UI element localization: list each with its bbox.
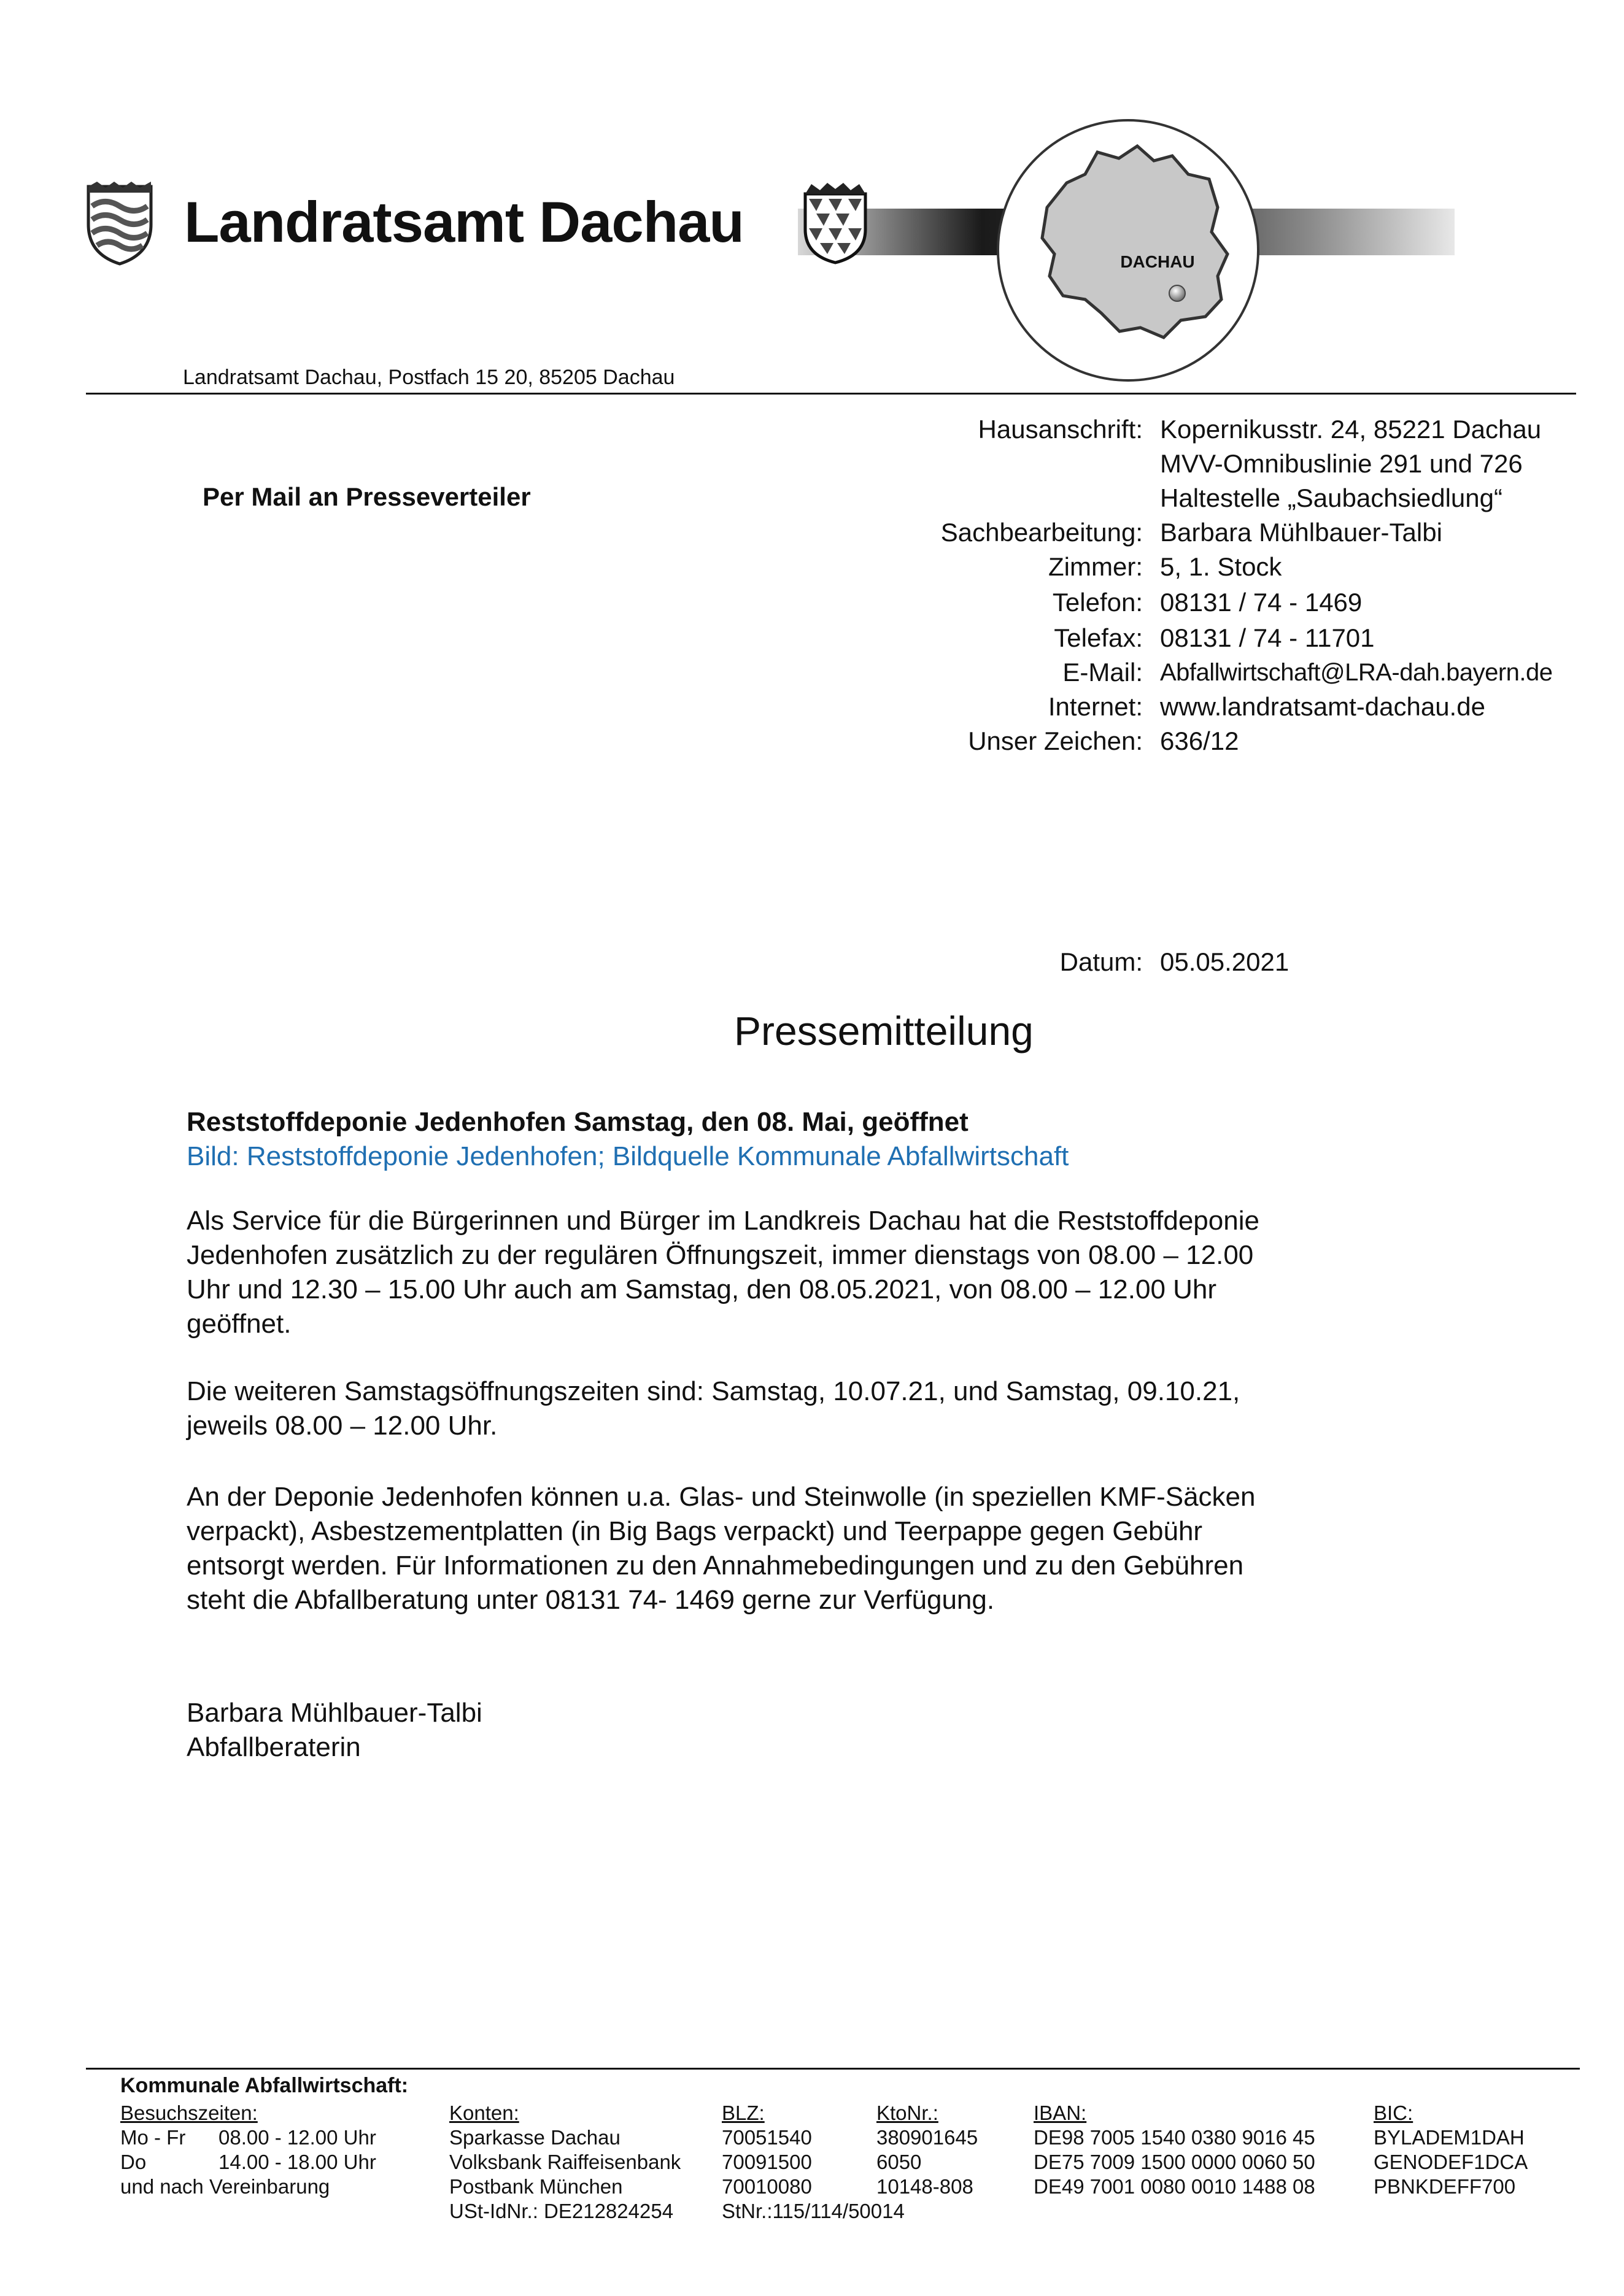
footer-hours-row [120,2125,376,2150]
footer-iban [1034,2101,1315,2199]
footer-kto-value: 380901645 [876,2126,978,2149]
contact-label-room: Zimmer: [1048,552,1143,581]
body-paragraph-2 [187,1374,1414,1443]
footer-visiting-hours [120,2101,376,2199]
footer-bank: Sparkasse Dachau [449,2126,621,2149]
contact-label-internet: Internet: [1048,692,1143,721]
footer-bank: Volksbank Raiffeisenbank [449,2151,681,2173]
footer-iban-value: DE49 7001 0080 0010 1488 08 [1034,2175,1315,2198]
contact-fax: 08131 / 74 - 11701 [1160,623,1375,652]
body-line: entsorgt werden. Für Informationen zu den Annahmebedingungen und zu den Gebühren [187,1551,1244,1581]
body-line: Uhr und 12.30 – 15.00 Uhr auch am Samstag, den 08.05.2021, von 08.00 – 12.00 Uhr [187,1274,1217,1304]
body-line: Jedenhofen zusätzlich zu der regulären Öffnungszeit, immer dienstags von 08.00 – 12.00 [187,1240,1254,1270]
footer-blz-value: 70010080 [722,2175,812,2198]
recipient-line: Per Mail an Presseverteiler [203,482,531,511]
footer-hours-note: und nach Vereinbarung [120,2175,330,2198]
footer-ust-id: USt-IdNr.: DE212824254 [449,2200,674,2222]
footer-account-numbers [876,2101,978,2199]
footer-bic [1374,2101,1528,2199]
body-line: geöffnet. [187,1309,292,1339]
body-paragraph-3 [187,1480,1414,1617]
contact-website-link[interactable]: www.landratsamt-dachau.de [1160,692,1485,721]
footer-hours-row [120,2150,376,2175]
signature-name: Barbara Mühlbauer-Talbi [187,1698,482,1728]
signature-role: Abfallberaterin [187,1732,361,1762]
contact-label-phone: Telefon: [1052,588,1143,617]
date-label [859,945,1143,979]
page-title: Pressemitteilung [734,1008,1034,1054]
contact-label-reference: Unser Zeichen: [968,726,1143,755]
contact-room: 5, 1. Stock [1160,552,1282,581]
contact-labels [859,412,1143,780]
image-caption: Bild: Reststoffdeponie Jedenhofen; Bildquelle Kommunale Abfallwirtschaft [187,1141,1069,1171]
footer-accounts [449,2101,681,2224]
footer-bank: Postbank München [449,2175,623,2198]
footer-hours-header: Besuchszeiten: [120,2101,258,2124]
footer-blz-header: BLZ: [722,2101,765,2124]
contact-bus-lines: MVV-Omnibuslinie 291 und 726 [1160,449,1523,478]
press-subject: Reststoffdeponie Jedenhofen Samstag, den 08. Mai, geöffnet [187,1107,969,1137]
footer-hours-day: Mo - Fr [120,2126,186,2149]
footer-bic-value: PBNKDEFF700 [1374,2175,1516,2198]
footer-heading: Kommunale Abfallwirtschaft: [120,2074,409,2097]
footer-accounts-header: Konten: [449,2101,519,2124]
body-line: jeweils 08.00 – 12.00 Uhr. [187,1411,498,1441]
footer-hours-day: Do [120,2151,147,2173]
footer-blz-value: 70091500 [722,2151,812,2173]
agency-name: Landratsamt Dachau [184,190,744,254]
date-value: 05.05.2021 [1160,947,1290,976]
body-line: An der Deponie Jedenhofen können u.a. Glas- und Steinwolle (in speziellen KMF-Säcken [187,1482,1256,1512]
contact-label-fax: Telefax: [1054,623,1143,652]
footer-kto-header: KtoNr.: [876,2101,938,2124]
date-label-text: Datum: [1059,947,1143,976]
contact-address-street: Kopernikusstr. 24, 85221 Dachau [1160,415,1542,444]
map-label: DACHAU [1120,252,1195,271]
footer-hours-time: 08.00 - 12.00 Uhr [218,2126,376,2149]
footer-iban-header: IBAN: [1034,2101,1087,2124]
contact-reference: 636/12 [1160,726,1239,755]
footer-iban-value: DE98 7005 1540 0380 9016 45 [1034,2126,1315,2149]
contact-clerk-name: Barbara Mühlbauer-Talbi [1160,518,1442,547]
footer-bic-header: BIC: [1374,2101,1413,2124]
footer-bic-value: GENODEF1DCA [1374,2151,1528,2173]
district-map [993,115,1263,385]
contact-label-address: Hausanschrift: [978,415,1143,444]
contact-email-link[interactable]: Abfallwirtschaft@LRA-dah.bayern.de [1160,659,1553,686]
body-paragraph-1 [187,1204,1414,1341]
signature-block [187,1696,482,1765]
contact-bus-stop: Haltestelle „Saubachsiedlung“ [1160,483,1502,512]
header-divider [86,393,1576,395]
contact-label-clerk: Sachbearbeitung: [940,518,1143,547]
footer-bic-value: BYLADEM1DAH [1374,2126,1525,2149]
footer-kto-value: 10148-808 [876,2175,973,2198]
footer-iban-value: DE75 7009 1500 0000 0060 50 [1034,2151,1315,2173]
contact-phone[interactable]: 08131 / 74 - 1469 [1160,588,1363,617]
footer-kto-value: 6050 [876,2151,922,2173]
district-map-icon [993,115,1263,385]
dachau-coat-of-arms-icon [83,182,156,268]
footer-tax-number: StNr.:115/114/50014 [722,2200,905,2222]
body-line: verpackt), Asbestzementplatten (in Big Bags verpackt) und Teerpappe gegen Gebühr [187,1516,1203,1546]
footer-divider [86,2068,1580,2070]
contact-label-email: E-Mail: [1062,658,1143,687]
bavaria-coat-of-arms-icon [802,182,869,265]
footer-blz-value: 70051540 [722,2126,812,2149]
body-line: steht die Abfallberatung unter 08131 74- 1469 gerne zur Verfügung. [187,1585,995,1615]
body-line: Als Service für die Bürgerinnen und Bürger im Landkreis Dachau hat die Reststoffdeponie [187,1206,1259,1236]
return-address: Landratsamt Dachau, Postfach 15 20, 85205 Dachau [183,366,675,389]
footer-hours-time: 14.00 - 18.00 Uhr [218,2151,376,2173]
body-line: Die weiteren Samstagsöffnungszeiten sind: Samstag, 10.07.21, und Samstag, 09.10.21, [187,1376,1240,1406]
